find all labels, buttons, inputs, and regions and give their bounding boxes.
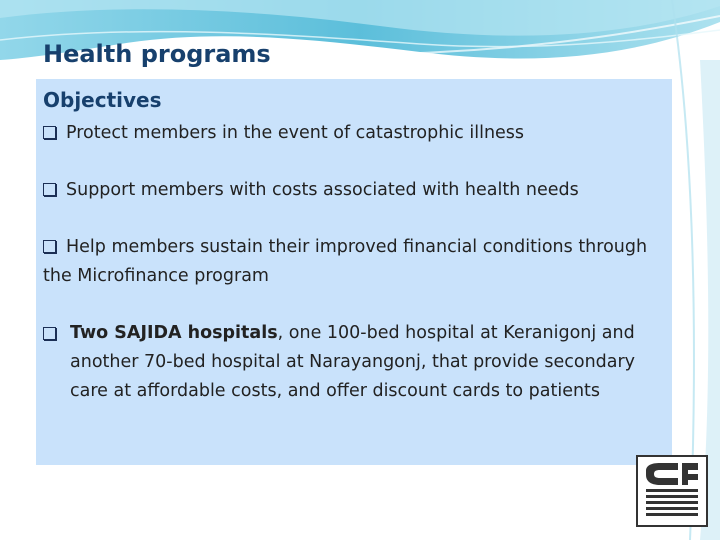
checkbox-bullet-icon — [43, 240, 56, 253]
bullet-bold-text: Two SAJIDA hospitals — [70, 323, 278, 343]
checkbox-bullet-icon — [43, 327, 56, 340]
bullet-text: Support members with costs associated with health needs — [66, 180, 579, 200]
bullet-item — [43, 176, 664, 205]
logo-mark-icon — [638, 457, 706, 525]
bullet-text: , one 100-bed hospital at Keranigonj and another 70-bed hospital at Narayangonj, that provide secondary care at affordable costs, and offer discount cards to patients — [70, 323, 636, 401]
checkbox-bullet-icon — [43, 126, 56, 139]
objectives-heading: Objectives — [43, 88, 162, 112]
checkbox-bullet-icon — [43, 183, 56, 196]
bullet-item — [43, 319, 664, 406]
objectives-content-box — [36, 79, 672, 465]
slide-title: Health programs — [43, 40, 271, 68]
bullet-item — [43, 119, 664, 148]
bullet-text: Help members sustain their improved financial conditions through the Microfinance program — [43, 237, 648, 286]
bullet-item — [43, 233, 664, 291]
sajida-foundation-logo — [636, 455, 708, 527]
bullet-text: Protect members in the event of catastrophic illness — [66, 123, 525, 143]
